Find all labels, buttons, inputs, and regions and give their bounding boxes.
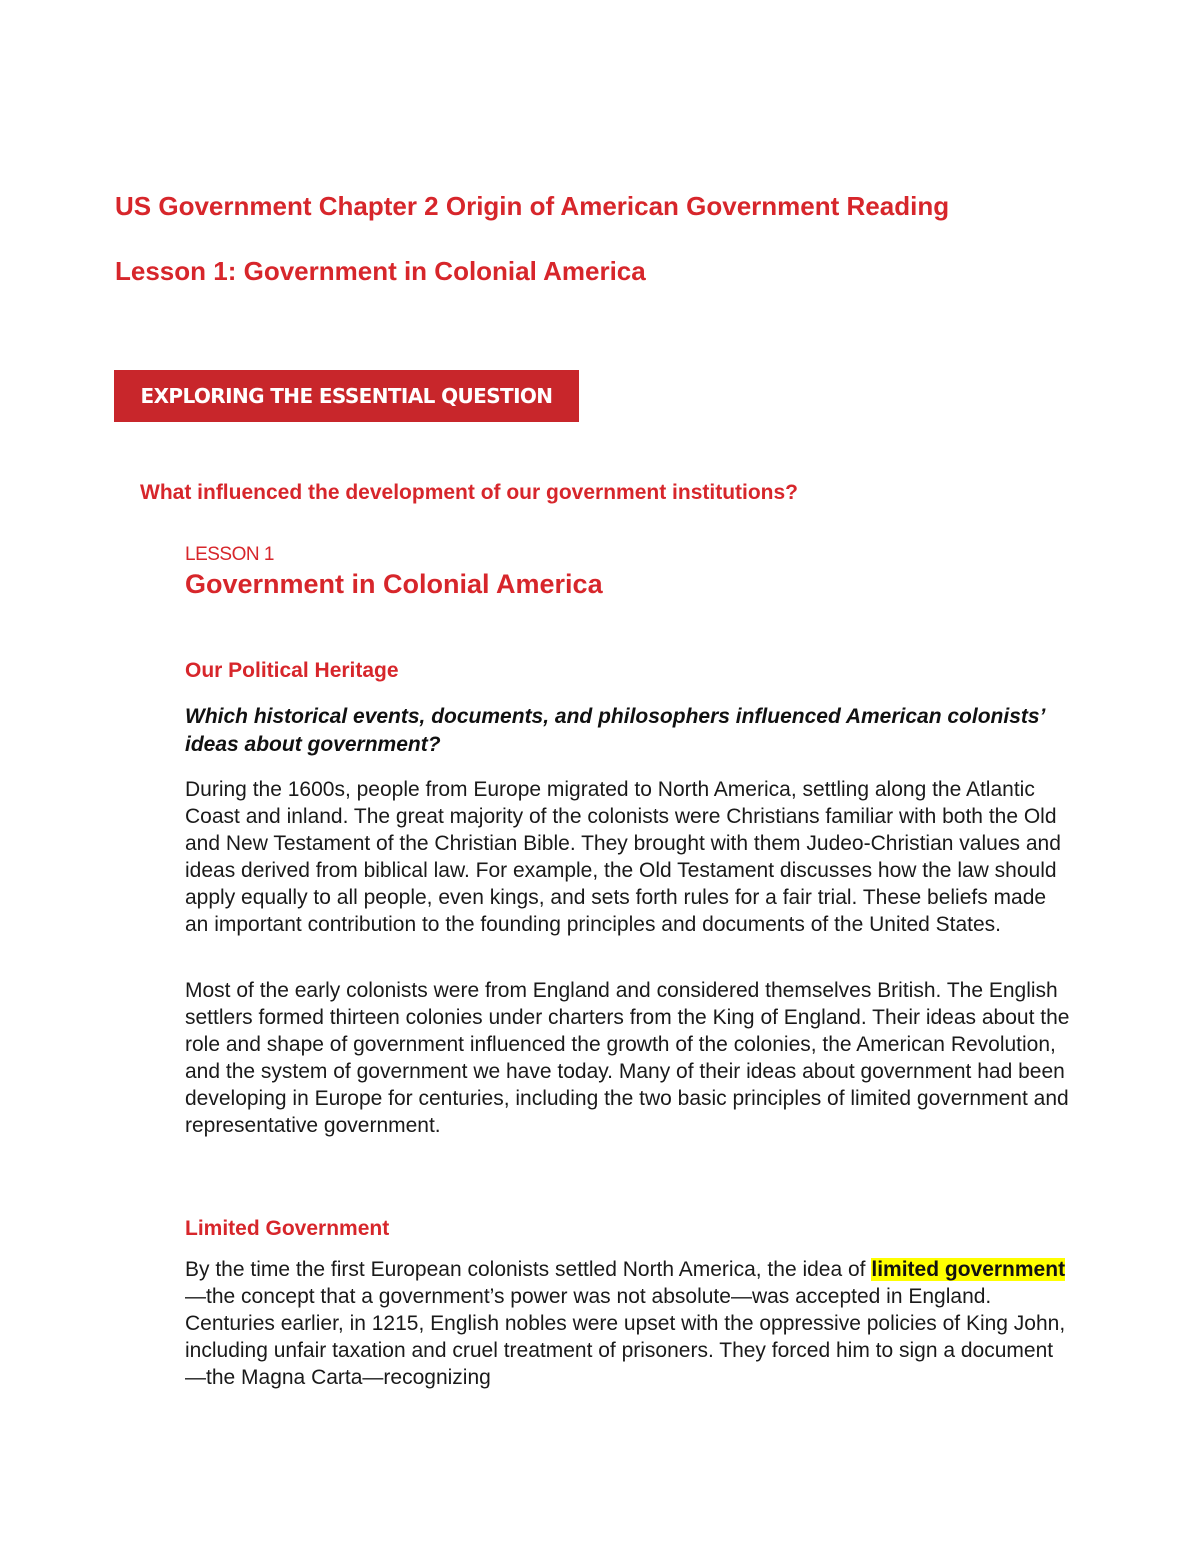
guiding-question: Which historical events, documents, and philosophers influenced American colonists’ ideas about government? (185, 705, 1045, 756)
lesson-heading: Government in Colonial America (185, 569, 603, 599)
essential-question-banner: EXPLORING THE ESSENTIAL QUESTION (114, 370, 579, 422)
lesson-label: LESSON 1 (185, 544, 274, 565)
paragraph-limited-government (185, 1256, 1070, 1391)
highlighted-term: limited government (871, 1258, 1066, 1281)
lesson-title: Lesson 1: Government in Colonial America (115, 256, 646, 286)
document-title: US Government Chapter 2 Origin of American Government Reading (115, 191, 950, 221)
paragraph-text-after: —the concept that a government’s power was not absolute—was accepted in England. Centuries earlier, in 1215, English nobles were upset with the oppressive policies of King John, including unfair taxation and cruel treatment of prisoners. They forced him to sign a document—the Magna Carta—recognizing (185, 1285, 1066, 1389)
paragraph-political-heritage-2: Most of the early colonists were from England and considered themselves British. The English settlers formed thirteen colonies under charters from the King of England. Their ideas about the role and shape of government influenced the growth of the colonies, the American Revolution, and the system of government we have today. Many of their ideas about government had been developing in Europe for centuries, including the two basic principles of limited government and representative government. (185, 979, 1070, 1137)
section-heading-political-heritage: Our Political Heritage (185, 659, 399, 682)
paragraph-text-before: By the time the first European colonists settled North America, the idea of (185, 1258, 872, 1281)
section-heading-limited-government: Limited Government (185, 1217, 390, 1240)
paragraph-political-heritage-1: During the 1600s, people from Europe migrated to North America, settling along the Atlantic Coast and inland. The great majority of the colonists were Christians familiar with both the Old and New Testament of the Christian Bible. They brought with them Judeo-Christian values and ideas derived from biblical law. For example, the Old Testament discusses how the law should apply equally to all people, even kings, and sets forth rules for a fair trial. These beliefs made an important contribution to the founding principles and documents of the United States. (185, 778, 1061, 936)
essential-question: What influenced the development of our government institutions? (140, 481, 799, 504)
